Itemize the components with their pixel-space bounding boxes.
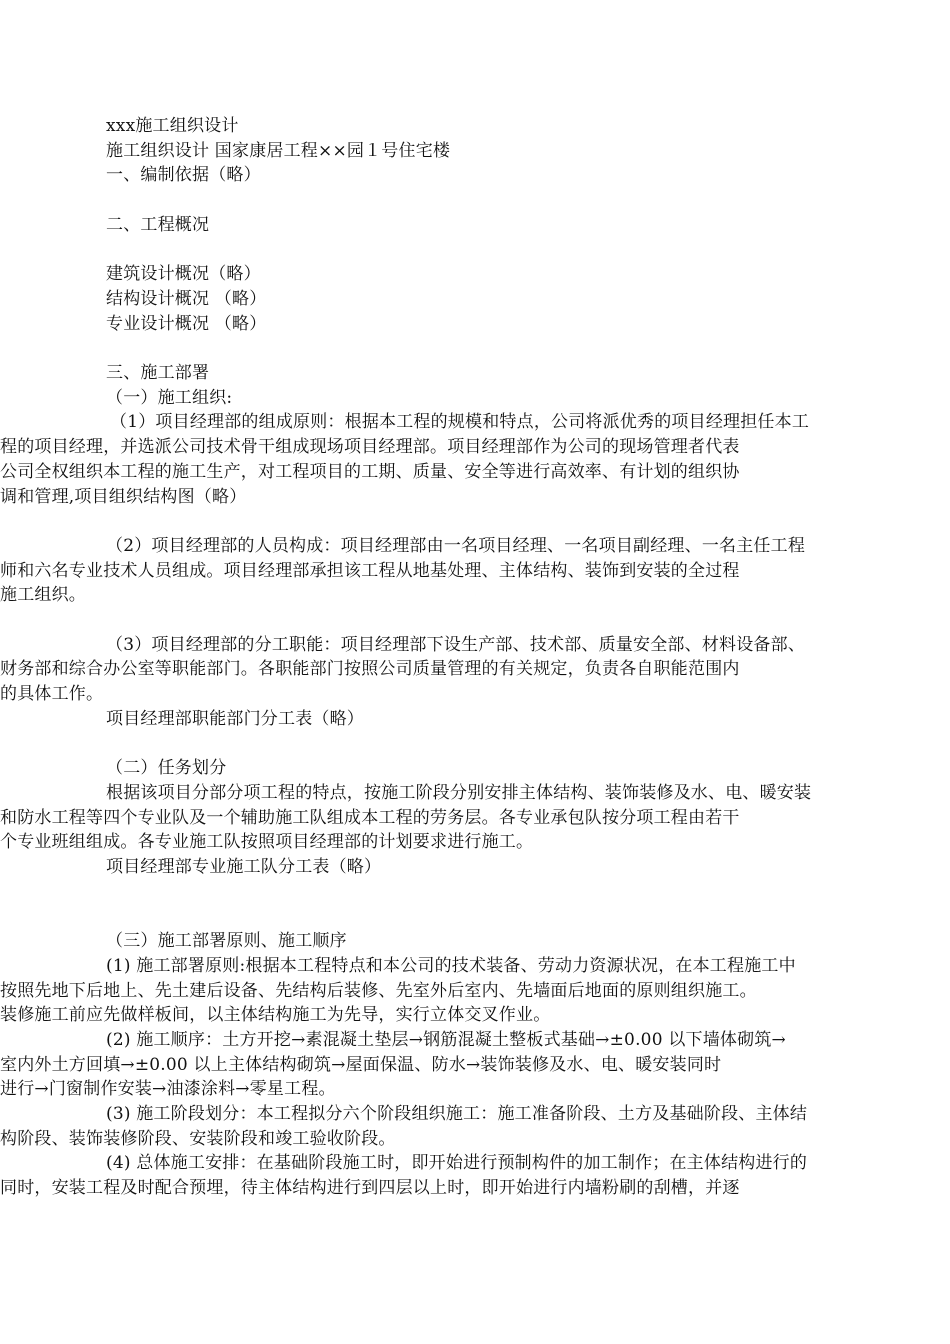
paragraph-line: 财务部和综合办公室等职能部门。各职能部门按照公司质量管理的有关规定，负责各自职能范围内 (0, 659, 740, 680)
paragraph-line: 师和六名专业技术人员组成。项目经理部承担该工程从地基处理、主体结构、装饰到安装的全过程 (0, 560, 740, 581)
blank-line (106, 188, 884, 213)
subsection-heading: （三）施工部署原则、施工顺序 (106, 931, 347, 952)
paragraph-line: 装修施工前应先做样板间，以主体结构施工为先导，实行立体交叉作业。 (0, 1005, 551, 1026)
subsection-heading: （一）施工组织: (106, 387, 233, 408)
paragraph-line: 施工组织。 (0, 585, 86, 606)
paragraph-line: 个专业班组组成。各专业施工队按照项目经理部的计划要求进行施工。 (0, 832, 534, 853)
blank-line (106, 336, 884, 361)
paragraph-line: 和防水工程等四个专业队及一个辅助施工队组成本工程的劳务层。各专业承包队按分项工程由若干 (0, 807, 740, 828)
paragraph-line: 进行→门窗制作安装→油漆涂料→零星工程。 (0, 1079, 336, 1100)
paragraph-line: (3) 施工阶段划分：本工程拟分六个阶段组织施工：施工准备阶段、土方及基础阶段、主体结 (106, 1104, 808, 1125)
paragraph-line: (4) 总体施工安排：在基础阶段施工时，即开始进行预制构件的加工制作；在主体结构进行的 (106, 1153, 808, 1174)
paragraph (0, 1102, 884, 1151)
paragraph-line: 按照先地下后地上、先土建后设备、先结构后装修、先室外后室内、先墙面后地面的原则组织施工。 (0, 980, 757, 1001)
document-title: xxx施工组织设计 (106, 116, 239, 136)
paragraph-line: 根据该项目分部分项工程的特点，按施工阶段分别安排主体结构、装饰装修及水、电、暖安装 (106, 782, 812, 803)
overview-item: 专业设计概况 （略） (106, 313, 267, 334)
paragraph (0, 954, 884, 1028)
document-subtitle: 施工组织设计 国家康居工程××园１号住宅楼 (106, 140, 451, 161)
blank-lines (106, 880, 884, 929)
paragraph (0, 410, 884, 509)
paragraph-line: (1) 施工部署原则:根据本工程特点和本公司的技术装备、劳动力资源状况，在本工程施工中 (106, 955, 796, 976)
blank-line (106, 608, 884, 633)
paragraph (0, 633, 884, 707)
blank-line (106, 238, 884, 263)
section-heading-1: 一、编制依据（略） (106, 165, 261, 186)
paragraph-line: 的具体工作。 (0, 684, 104, 705)
paragraph (0, 534, 884, 608)
paragraph (0, 1151, 884, 1200)
paragraph-line: （2）项目经理部的人员构成：项目经理部由一名项目经理、一名项目副经理、一名主任工程 (106, 535, 806, 556)
document-body (0, 114, 884, 1201)
subsection-heading: （二）任务划分 (106, 758, 227, 779)
paragraph-line: 程的项目经理，并选派公司技术骨干组成现场项目经理部。项目经理部作为公司的现场管理者代表 (0, 437, 740, 458)
paragraph-line: 公司全权组织本工程的施工生产，对工程项目的工期、质量、安全等进行高效率、有计划的组织协 (0, 461, 740, 482)
paragraph-line: 同时，安装工程及时配合预埋，待主体结构进行到四层以上时，即开始进行内墙粉刷的刮槽，并逐 (0, 1178, 740, 1199)
overview-item: 建筑设计概况（略） (106, 264, 261, 285)
paragraph-line: （1）项目经理部的组成原则：根据本工程的规模和特点，公司将派优秀的项目经理担任本工 (110, 412, 810, 433)
blank-line (106, 509, 884, 534)
paragraph (0, 781, 884, 855)
blank-line (106, 732, 884, 757)
paragraph-line: 调和管理,项目组织结构图（略） (0, 486, 247, 507)
paragraph-line: （3）项目经理部的分工职能：项目经理部下设生产部、技术部、质量安全部、材料设备部、 (106, 634, 806, 655)
paragraph-line: 构阶段、装饰装修阶段、安装阶段和竣工验收阶段。 (0, 1128, 396, 1149)
table-reference: 项目经理部职能部门分工表（略） (106, 708, 364, 729)
overview-item: 结构设计概况 （略） (106, 288, 267, 309)
section-heading-3: 三、施工部署 (106, 362, 210, 383)
paragraph-line: (2) 施工顺序：土方开挖→素混凝土垫层→钢筋混凝土整板式基础→±0.00 以下墙体砌筑→ (106, 1029, 786, 1050)
table-reference: 项目经理部专业施工队分工表（略） (106, 857, 382, 877)
paragraph (0, 1028, 884, 1102)
paragraph-line: 室内外土方回填→±0.00 以上主体结构砌筑→屋面保温、防水→装饰装修及水、电、暖安装同时 (0, 1054, 722, 1075)
section-heading-2: 二、工程概况 (106, 214, 210, 235)
